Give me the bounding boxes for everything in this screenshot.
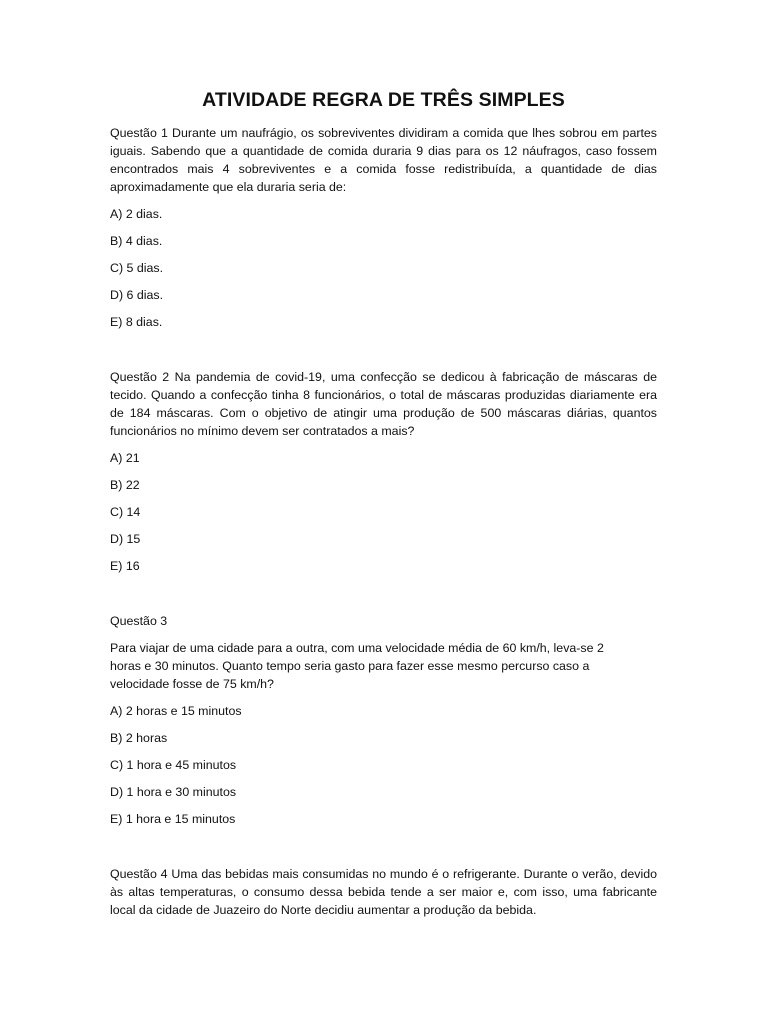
question-1-text: Questão 1 Durante um naufrágio, os sobreviventes dividiram a comida que lhes sobrou em partes iguais. Sabendo que a quantidade de comida duraria 9 dias para os 12 náufragos, caso fossem encontrados mais 4 sobreviventes e a comida fosse redistribuída, a quantidade de dias aproximadamente que ela duraria seria de: — [110, 126, 657, 194]
question-2-option-b: B) 22 — [110, 478, 140, 492]
question-3-text: Para viajar de uma cidade para a outra, com uma velocidade média de 60 km/h, leva-se 2 horas e 30 minutos. Quanto tempo seria gasto para fazer esse mesmo percurso caso a velocidade fosse de 75 km/h? — [110, 641, 604, 691]
question-1-options — [110, 205, 657, 331]
question-3-option-d: D) 1 hora e 30 minutos — [110, 785, 237, 799]
question-4-text: Questão 4 Uma das bebidas mais consumidas no mundo é o refrigerante. Durante o verão, devido às altas temperaturas, o consumo dessa bebida tende a ser maior e, com isso, uma fabricante local da cidade de Juazeiro do Norte decidiu aumentar a produção da bebida. — [110, 867, 657, 917]
question-1-option-b: B) 4 dias. — [110, 234, 163, 248]
document-title: ATIVIDADE REGRA DE TRÊS SIMPLES — [202, 89, 565, 111]
question-3-option-b: B) 2 horas — [110, 731, 168, 745]
document-page — [110, 88, 657, 919]
question-1-option-c: C) 5 dias. — [110, 261, 164, 275]
question-1-option-a: A) 2 dias. — [110, 207, 163, 221]
question-3 — [110, 612, 657, 828]
question-3-option-c: C) 1 hora e 45 minutos — [110, 758, 237, 772]
question-4 — [110, 865, 657, 919]
question-1 — [110, 124, 657, 331]
question-3-label: Questão 3 — [110, 614, 168, 628]
question-2-option-e: E) 16 — [110, 559, 140, 573]
question-2-option-a: A) 21 — [110, 451, 140, 465]
question-2-options — [110, 449, 657, 575]
question-2-option-c: C) 14 — [110, 505, 141, 519]
question-3-option-e: E) 1 hora e 15 minutos — [110, 812, 236, 826]
question-3-option-a: A) 2 horas e 15 minutos — [110, 704, 242, 718]
question-1-option-e: E) 8 dias. — [110, 315, 163, 329]
question-2 — [110, 368, 657, 575]
question-1-option-d: D) 6 dias. — [110, 288, 164, 302]
question-2-option-d: D) 15 — [110, 532, 141, 546]
question-2-text: Questão 2 Na pandemia de covid-19, uma confecção se dedicou à fabricação de máscaras de tecido. Quando a confecção tinha 8 funcionários, o total de máscaras produzidas diariamente era de 184 máscaras. Com o objetivo de atingir uma produção de 500 máscaras diárias, quantos funcionários no mínimo devem ser contratados a mais? — [110, 370, 657, 438]
question-3-options — [110, 702, 657, 828]
